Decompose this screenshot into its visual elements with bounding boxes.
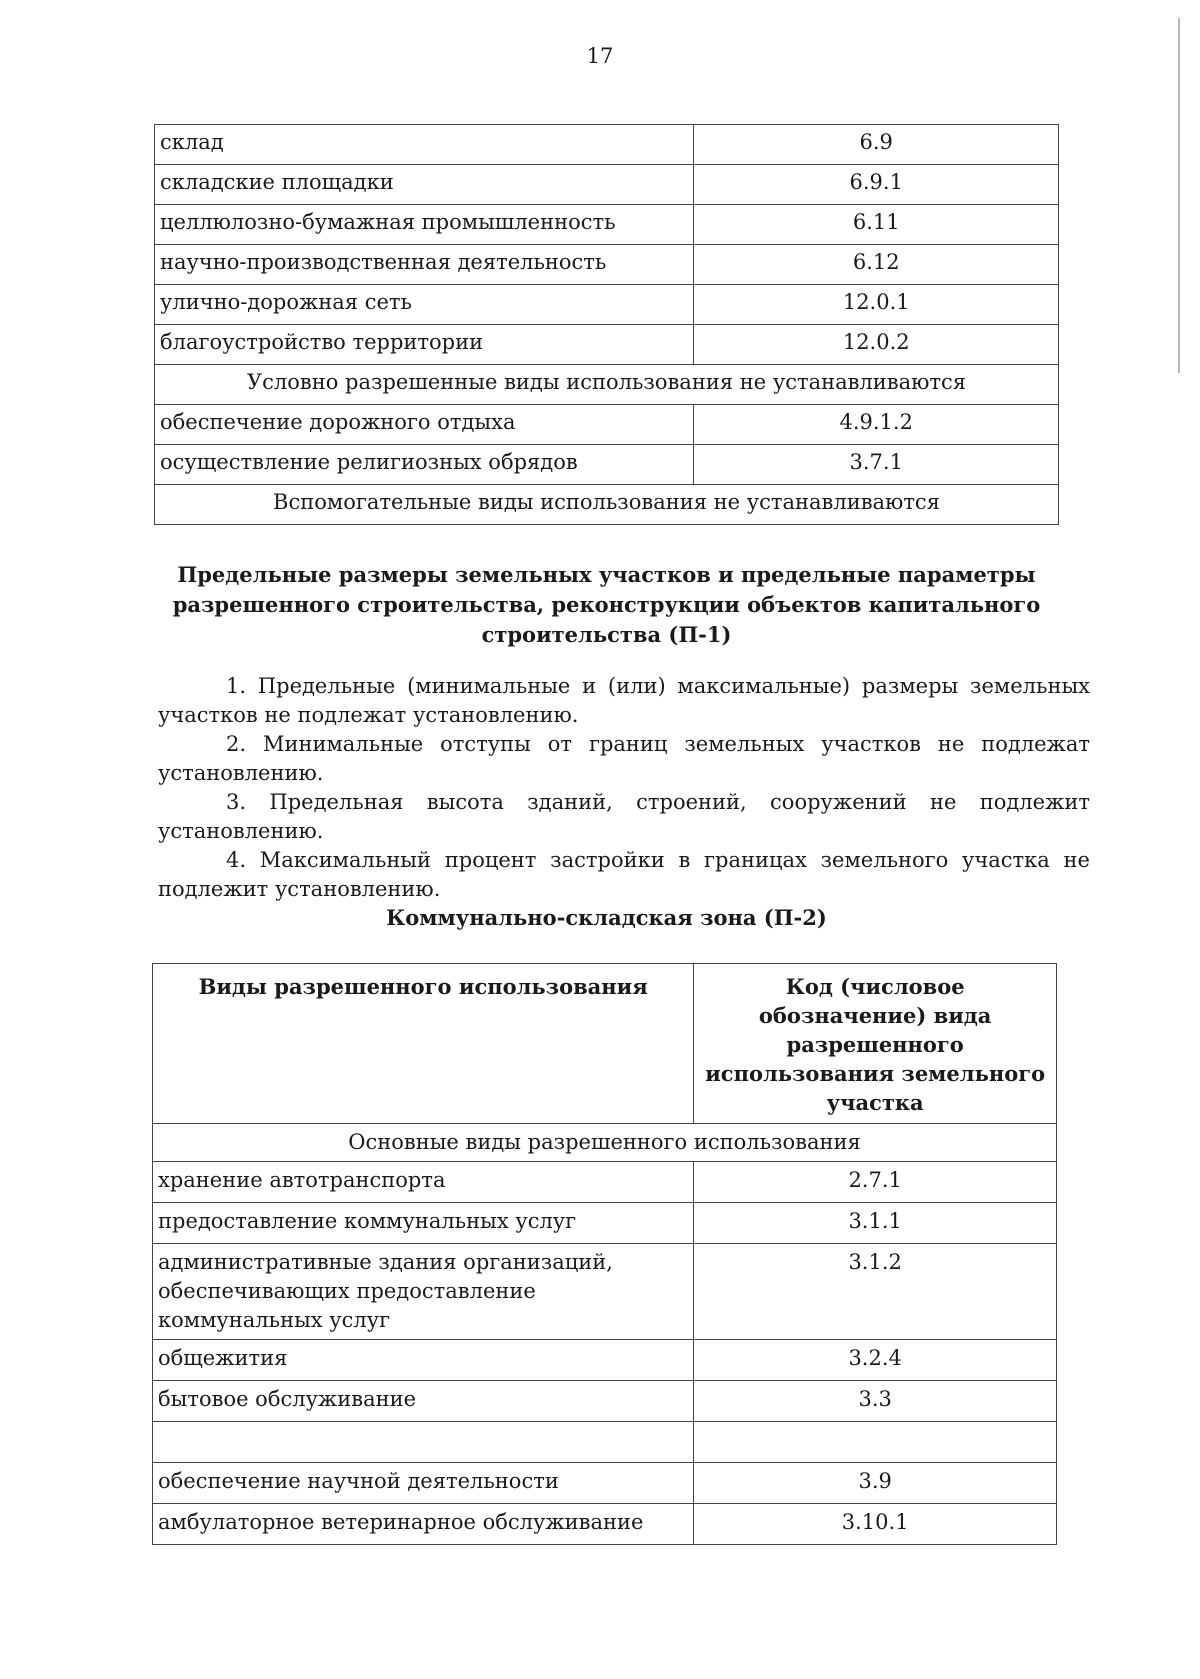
limits-paragraphs (158, 672, 1090, 904)
use-code-cell: 6.11 (694, 205, 1059, 245)
use-code-cell: 3.3 (694, 1381, 1057, 1422)
section-row-main (153, 1124, 1057, 1162)
table-row (153, 1203, 1057, 1244)
table-row (155, 125, 1059, 165)
use-code-cell: 6.9.1 (694, 165, 1059, 205)
page-number: 17 (586, 44, 614, 68)
scan-edge-line (1178, 18, 1180, 373)
use-name-cell: предоставление коммунальных услуг (153, 1203, 694, 1244)
use-name-cell: улично-дорожная сеть (155, 285, 694, 325)
use-code-cell: 3.10.1 (694, 1504, 1057, 1545)
table-row (155, 285, 1059, 325)
table-row (153, 1244, 1057, 1340)
use-name-cell: целлюлозно-бумажная промышленность (155, 205, 694, 245)
paragraph: 3. Предельная высота зданий, строений, сооружений не подлежит установлению. (158, 790, 1090, 843)
table-row (155, 165, 1059, 205)
table-header-row (153, 964, 1057, 1124)
table-row (155, 325, 1059, 365)
paragraph: 4. Максимальный процент застройки в границах земельного участка не подлежит установлению. (158, 848, 1090, 901)
use-code-cell: 3.7.1 (694, 445, 1059, 485)
zone-heading: Коммунально-складская зона (П-2) (386, 905, 827, 930)
use-name-cell: обеспечение научной деятельности (153, 1463, 694, 1504)
section-row-auxiliary (155, 485, 1059, 525)
table-row (155, 245, 1059, 285)
use-code-cell: 4.9.1.2 (694, 405, 1059, 445)
use-code-cell: 12.0.1 (694, 285, 1059, 325)
use-name-cell: общежития (153, 1340, 694, 1381)
use-code-cell: 3.9 (694, 1463, 1057, 1504)
land-use-table-p2 (152, 963, 1057, 1545)
use-code-cell: 12.0.2 (694, 325, 1059, 365)
use-name-cell: благоустройство территории (155, 325, 694, 365)
use-name-cell: хранение автотранспорта (153, 1162, 694, 1203)
section-label: Вспомогательные виды использования не устанавливаются (155, 485, 1059, 525)
header-code: Код (числовое обозначение) вида разрешенного использования земельного участка (694, 964, 1057, 1124)
use-name-cell: административные здания организаций, обеспечивающих предоставление коммунальных услуг (153, 1244, 694, 1340)
use-code-cell: 3.1.1 (694, 1203, 1057, 1244)
header-uses: Виды разрешенного использования (153, 964, 694, 1124)
section-label: Условно разрешенные виды использования не устанавливаются (155, 365, 1059, 405)
land-use-table-p1 (154, 124, 1059, 525)
use-code-cell: 6.9 (694, 125, 1059, 165)
use-name-cell: склад (155, 125, 694, 165)
use-name-cell: бытовое обслуживание (153, 1381, 694, 1422)
section-row-conditional (155, 365, 1059, 405)
use-code-cell: 2.7.1 (694, 1162, 1057, 1203)
table-row (155, 445, 1059, 485)
use-code-cell (694, 1422, 1057, 1463)
table-row (153, 1162, 1057, 1203)
table-row (155, 405, 1059, 445)
paragraph: 2. Минимальные отступы от границ земельных участков не подлежат установлению. (158, 732, 1090, 785)
use-name-cell: научно-производственная деятельность (155, 245, 694, 285)
table-row (155, 205, 1059, 245)
table-row (153, 1463, 1057, 1504)
use-name-cell: амбулаторное ветеринарное обслуживание (153, 1504, 694, 1545)
use-name-cell: осуществление религиозных обрядов (155, 445, 694, 485)
use-code-cell: 3.2.4 (694, 1340, 1057, 1381)
table-row (153, 1340, 1057, 1381)
table-row (153, 1381, 1057, 1422)
use-code-cell: 6.12 (694, 245, 1059, 285)
paragraph: 1. Предельные (минимальные и (или) максимальные) размеры земельных участков не подлежат установлению. (158, 674, 1090, 727)
limits-heading: Предельные размеры земельных участков и предельные параметры разрешенного строительства, реконструкции объектов капитального строительства (П-1) (172, 562, 1041, 647)
table-row-empty (153, 1422, 1057, 1463)
use-name-cell (153, 1422, 694, 1463)
use-name-cell: обеспечение дорожного отдыха (155, 405, 694, 445)
use-code-cell: 3.1.2 (694, 1244, 1057, 1340)
use-name-cell: складские площадки (155, 165, 694, 205)
table-row (153, 1504, 1057, 1545)
section-label: Основные виды разрешенного использования (153, 1124, 1057, 1162)
